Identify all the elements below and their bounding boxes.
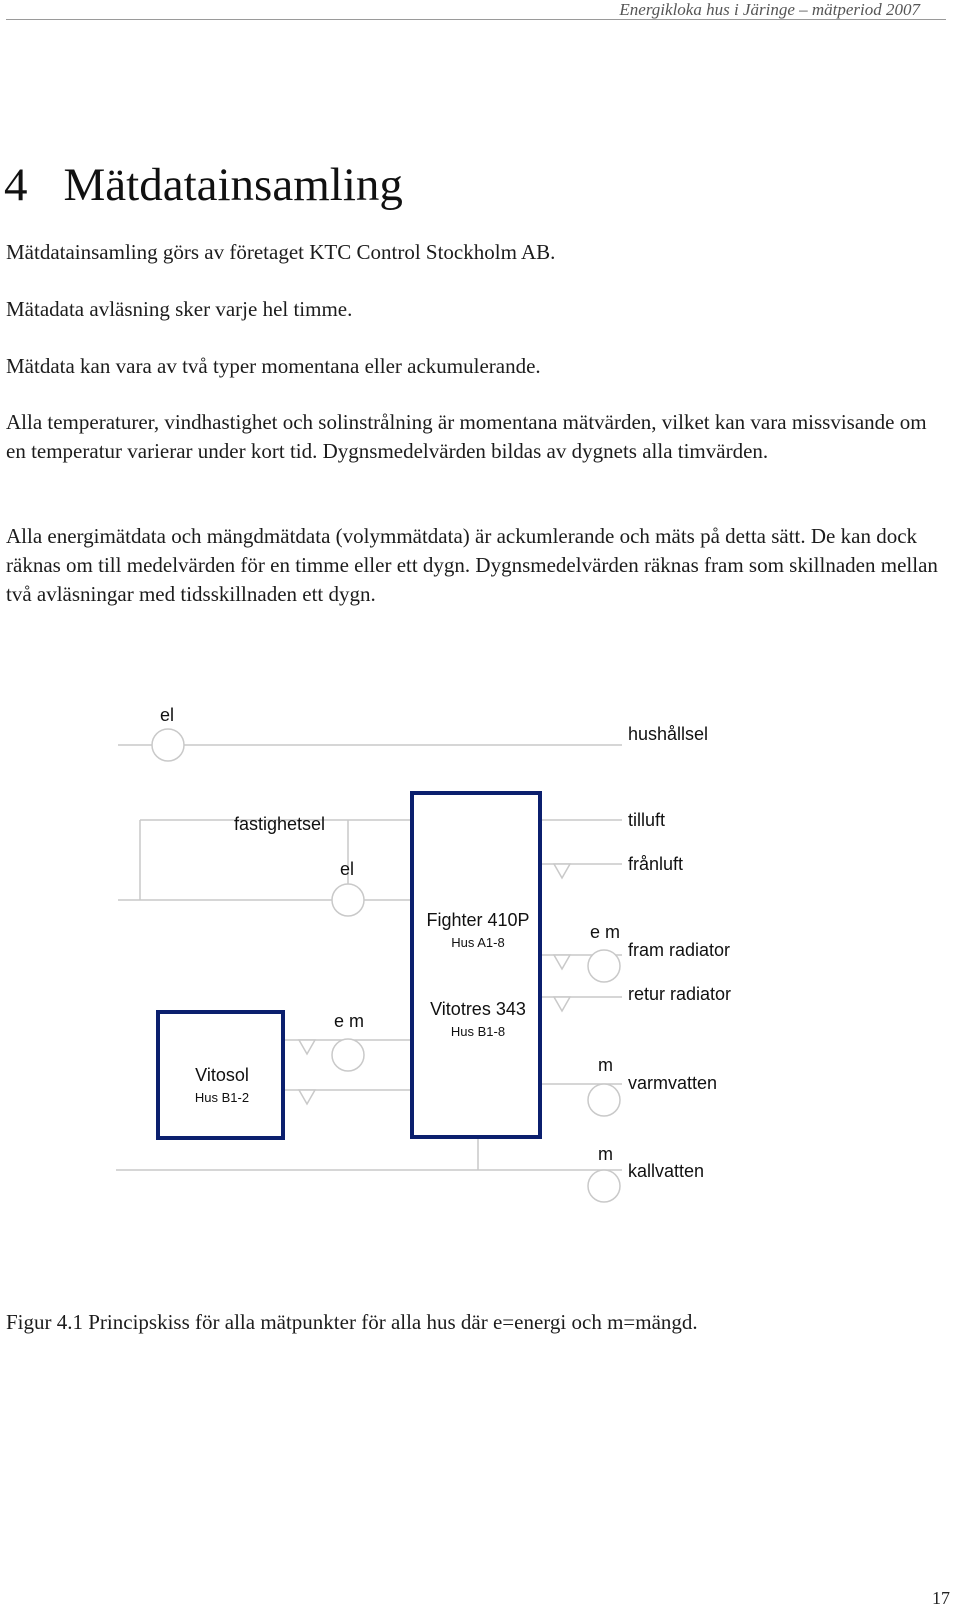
label-tilluft: tilluft — [628, 810, 666, 830]
paragraph-5: Alla energimätdata och mängdmätdata (volymmätdata) är ackumlerande och mäts på detta sätt. De kan dock räknas om till medelvärden för en timme eller ett dygn. Dygnsmedelvärden räknas fram som skillnaden mellan två avläsningar med tidsskillnaden ett dygn. — [6, 524, 938, 606]
sensor-retur — [554, 997, 570, 1011]
page-number: 17 — [932, 1588, 950, 1608]
label-fastighetsel: fastighetsel — [234, 814, 326, 834]
vitotres-sub: Hus B1-8 — [450, 1024, 506, 1039]
chapter-heading — [4, 158, 403, 212]
label-el-top: el — [160, 705, 175, 725]
label-varmvatten: varmvatten — [628, 1073, 718, 1093]
label-el-mid: el — [340, 859, 355, 879]
label-kallvatten: kallvatten — [628, 1161, 705, 1181]
label-m-kall: m — [598, 1144, 613, 1164]
sensor-left-1 — [299, 1040, 315, 1054]
chapter-number: 4 — [4, 159, 28, 211]
sensor-franluft — [554, 864, 570, 878]
sensor-left-2 — [299, 1090, 315, 1104]
paragraph-4: Alla temperaturer, vindhastighet och solinstrålning är momentana mätvärden, vilket kan vara missvisande om en temperatur varierar under kort tid. Dygnsmedelvärden bildas av dygnets alla timvärden. — [6, 410, 927, 463]
meter-em-right — [588, 950, 620, 982]
meter-el-mid — [332, 884, 364, 916]
header-rule — [6, 19, 946, 20]
fighter-vitotres-box — [412, 793, 540, 1137]
label-m-varm: m — [598, 1055, 613, 1075]
meter-m-varm — [588, 1084, 620, 1116]
label-hushallsel: hushållsel — [628, 724, 709, 744]
running-header: Energikloka hus i Järinge – mätperiod 2007 — [619, 0, 920, 19]
fighter-name: Fighter 410P — [426, 910, 530, 930]
label-fram-radiator: fram radiator — [628, 940, 731, 960]
chapter-title: Mätdatainsamling — [63, 159, 403, 211]
meter-m-kall — [588, 1170, 620, 1202]
meter-em-left — [332, 1039, 364, 1071]
fighter-sub: Hus A1-8 — [451, 935, 505, 950]
label-em-right: e m — [590, 922, 621, 942]
paragraph-2: Mätadata avläsning sker varje hel timme. — [6, 297, 353, 321]
label-franluft: frånluft — [628, 854, 684, 874]
label-retur-radiator: retur radiator — [628, 984, 732, 1004]
paragraph-3: Mätdata kan vara av två typer momentana eller ackumulerande. — [6, 354, 541, 378]
vitosol-name: Vitosol — [195, 1065, 249, 1085]
measurement-diagram — [0, 680, 960, 1240]
vitotres-name: Vitotres 343 — [430, 999, 526, 1019]
meter-el-top — [152, 729, 184, 761]
sensor-fram — [554, 955, 570, 969]
figure-caption: Figur 4.1 Principskiss för alla mätpunkter för alla hus där e=energi och m=mängd. — [6, 1310, 698, 1334]
label-em-left: e m — [334, 1011, 365, 1031]
paragraph-1: Mätdatainsamling görs av företaget KTC Control Stockholm AB. — [6, 240, 556, 264]
vitosol-sub: Hus B1-2 — [194, 1090, 250, 1105]
